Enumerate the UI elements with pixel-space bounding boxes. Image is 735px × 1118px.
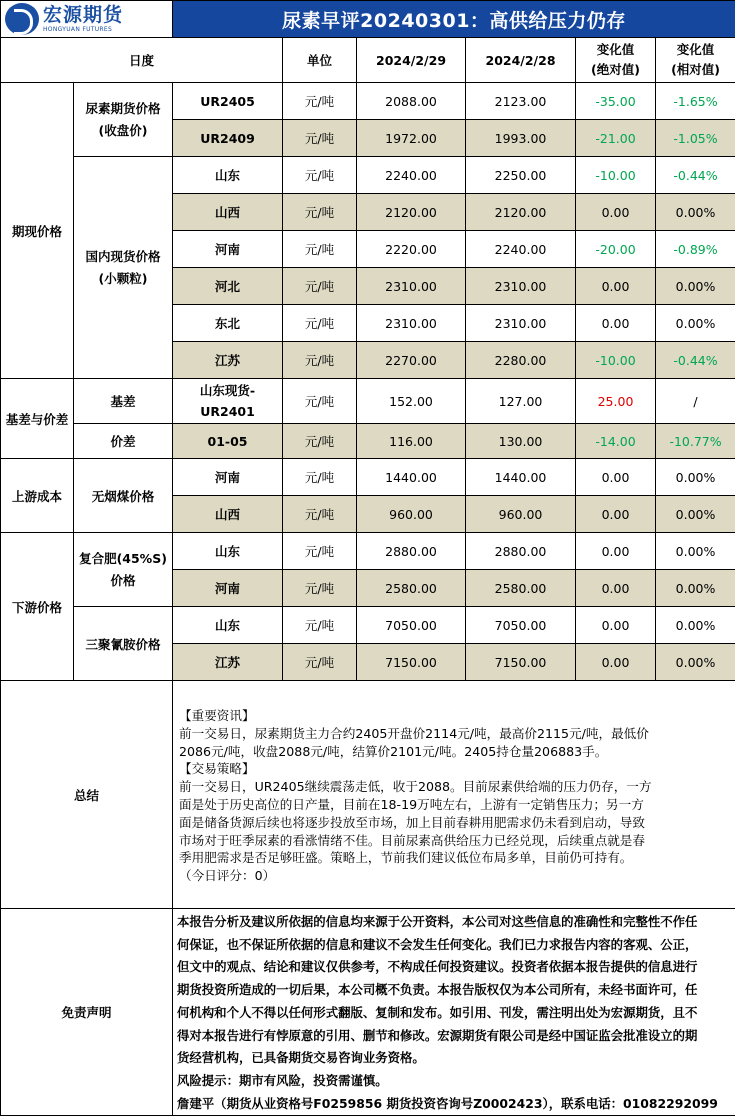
row-rel: -1.05% bbox=[656, 120, 735, 157]
row-item: 东北 bbox=[173, 305, 283, 342]
row-abs: 0.00 bbox=[576, 268, 656, 305]
row-rel: 0.00% bbox=[656, 644, 735, 681]
row-unit: 元/吨 bbox=[283, 268, 357, 305]
summary-line: 2086元/吨，收盘2088元/吨，结算价2101元/吨。2405持仓量206883手。 bbox=[179, 743, 608, 759]
row-v1: 2120.00 bbox=[357, 194, 466, 231]
summary-label: 总结 bbox=[1, 681, 173, 909]
subgroup-spread: 价差 bbox=[74, 424, 173, 459]
disclaimer-row bbox=[1, 909, 735, 1116]
row-rel: 0.00% bbox=[656, 496, 735, 533]
disclaimer-line: 何机构和个人不得以任何形式翻版、复制和发布。如引用、刊发，需注明出处为宏源期货，且不 bbox=[177, 1004, 698, 1020]
row-v1: 152.00 bbox=[357, 379, 466, 424]
disclaimer-line: 但文中的观点、结论和建议仅供参考，不构成任何投资建议。投资者依据本报告提供的信息进行 bbox=[177, 959, 698, 975]
table-row bbox=[1, 83, 735, 120]
subgroup-futures: 尿素期货价格 (收盘价) bbox=[74, 83, 173, 157]
row-item: 河南 bbox=[173, 570, 283, 607]
summary-line: 市场对于旺季尿素的看涨情绪不佳。目前尿素高供给压力已经兑现，后续重点就是春 bbox=[179, 832, 645, 848]
row-abs: 0.00 bbox=[576, 533, 656, 570]
summary-line: 面是储备货源后续也将逐步投放至市场，加上目前春耕用肥需求仍未看到启动，导致 bbox=[179, 814, 645, 830]
summary-line: 季用肥需求是否足够旺盛。策略上，节前我们建议低位布局多单，目前仍可持有。 bbox=[179, 850, 633, 866]
header-change-rel: 变化值 (相对值) bbox=[656, 38, 735, 83]
row-unit: 元/吨 bbox=[283, 424, 357, 459]
group-downstream: 下游价格 bbox=[1, 533, 74, 681]
summary-line: 【重要资讯】 bbox=[179, 708, 255, 723]
row-v1: 2220.00 bbox=[357, 231, 466, 268]
brand-name: 宏源期货 bbox=[43, 3, 124, 26]
row-v1: 1440.00 bbox=[357, 459, 466, 496]
row-rel: -1.65% bbox=[656, 83, 735, 120]
subgroup-melamine: 三聚氰胺价格 bbox=[74, 607, 173, 681]
row-abs: -10.00 bbox=[576, 157, 656, 194]
row-v2: 2880.00 bbox=[466, 533, 576, 570]
disclaimer-line: 本报告分析及建议所依据的信息均来源于公开资料，本公司对这些信息的准确性和完整性不作任 bbox=[177, 914, 698, 929]
row-v1: 2310.00 bbox=[357, 305, 466, 342]
row-unit: 元/吨 bbox=[283, 644, 357, 681]
row-v1: 1972.00 bbox=[357, 120, 466, 157]
table-row bbox=[1, 424, 735, 459]
row-unit: 元/吨 bbox=[283, 459, 357, 496]
summary-row bbox=[1, 681, 735, 909]
row-abs: 0.00 bbox=[576, 305, 656, 342]
row-item: UR2409 bbox=[173, 120, 283, 157]
report-title: 尿素早评20240301：高供给压力仍存 bbox=[173, 1, 735, 38]
row-item: 山西 bbox=[173, 194, 283, 231]
group-basis-spread: 基差与价差 bbox=[1, 379, 74, 459]
row-rel: 0.00% bbox=[656, 194, 735, 231]
row-v1: 2240.00 bbox=[357, 157, 466, 194]
hongyuan-logo-icon bbox=[5, 3, 39, 35]
row-rel: -0.89% bbox=[656, 231, 735, 268]
row-v1: 7050.00 bbox=[357, 607, 466, 644]
row-v2: 2250.00 bbox=[466, 157, 576, 194]
row-abs: 0.00 bbox=[576, 194, 656, 231]
header-unit: 单位 bbox=[283, 38, 357, 83]
risk-warning: 风险提示：期市有风险，投资需谨慎。 bbox=[177, 1072, 388, 1088]
row-item: 山东 bbox=[173, 533, 283, 570]
table-row bbox=[1, 459, 735, 496]
row-rel: 0.00% bbox=[656, 570, 735, 607]
row-v2: 2240.00 bbox=[466, 231, 576, 268]
row-v2: 2580.00 bbox=[466, 570, 576, 607]
row-unit: 元/吨 bbox=[283, 120, 357, 157]
disclaimer-line: 得对本报告进行有悖原意的引用、删节和修改。宏源期货有限公司是经中国证监会批准设立的期 bbox=[177, 1027, 698, 1043]
row-v2: 2310.00 bbox=[466, 268, 576, 305]
row-abs: -10.00 bbox=[576, 342, 656, 379]
header-date: 日度 bbox=[1, 38, 283, 83]
row-v1: 2580.00 bbox=[357, 570, 466, 607]
row-item: 01-05 bbox=[173, 424, 283, 459]
row-v2: 127.00 bbox=[466, 379, 576, 424]
header-date-2: 2024/2/28 bbox=[466, 38, 576, 83]
row-abs: -21.00 bbox=[576, 120, 656, 157]
row-v1: 2270.00 bbox=[357, 342, 466, 379]
row-abs: 0.00 bbox=[576, 570, 656, 607]
row-v2: 2310.00 bbox=[466, 305, 576, 342]
row-rel: 0.00% bbox=[656, 533, 735, 570]
subgroup-coal: 无烟煤价格 bbox=[74, 459, 173, 533]
row-v2: 7050.00 bbox=[466, 607, 576, 644]
row-v2: 1993.00 bbox=[466, 120, 576, 157]
row-abs: 0.00 bbox=[576, 459, 656, 496]
brand-name-en: HONGYUAN FUTURES bbox=[43, 25, 113, 33]
row-abs: -20.00 bbox=[576, 231, 656, 268]
row-v2: 960.00 bbox=[466, 496, 576, 533]
summary-line: （今日评分：0） bbox=[179, 868, 276, 884]
row-item: 山西 bbox=[173, 496, 283, 533]
disclaimer-text bbox=[173, 909, 735, 1116]
row-unit: 元/吨 bbox=[283, 83, 357, 120]
row-v1: 116.00 bbox=[357, 424, 466, 459]
row-abs: -14.00 bbox=[576, 424, 656, 459]
row-unit: 元/吨 bbox=[283, 607, 357, 644]
subgroup-spot: 国内现货价格 (小颗粒) bbox=[74, 157, 173, 379]
summary-line: 【交易策略】 bbox=[179, 761, 255, 777]
disclaimer-line: 货经营机构，已具备期货交易咨询业务资格。 bbox=[177, 1050, 425, 1066]
row-unit: 元/吨 bbox=[283, 379, 357, 424]
summary-line: 面是处于历史高位的日产量，目前在18-19万吨左右，上游有一定销售压力；另一方 bbox=[179, 796, 644, 812]
summary-line: 前一交易日，尿素期货主力合约2405开盘价2114元/吨，最高价2115元/吨，最低价 bbox=[179, 725, 649, 741]
disclaimer-label: 免责声明 bbox=[1, 909, 173, 1116]
row-item: 河北 bbox=[173, 268, 283, 305]
row-v1: 960.00 bbox=[357, 496, 466, 533]
row-item: 山东 bbox=[173, 607, 283, 644]
row-item: 河南 bbox=[173, 459, 283, 496]
row-v1: 7150.00 bbox=[357, 644, 466, 681]
row-v1: 2088.00 bbox=[357, 83, 466, 120]
summary-line: 前一交易日，UR2405继续震荡走低，收于2088。目前尿素供给端的压力仍存，一方 bbox=[179, 779, 652, 795]
row-unit: 元/吨 bbox=[283, 231, 357, 268]
row-v2: 2123.00 bbox=[466, 83, 576, 120]
subgroup-fertilizer: 复合肥(45%S) 价格 bbox=[74, 533, 173, 607]
row-v2: 130.00 bbox=[466, 424, 576, 459]
logo-cell bbox=[1, 1, 173, 38]
row-v1: 2310.00 bbox=[357, 268, 466, 305]
row-item: UR2405 bbox=[173, 83, 283, 120]
row-item: 山东 bbox=[173, 157, 283, 194]
disclaimer-line: 期货投资所造成的一切后果，本公司概不负责。本报告版权仅为本公司所有，未经书面许可，任 bbox=[177, 982, 698, 998]
row-rel: 0.00% bbox=[656, 459, 735, 496]
row-item: 河南 bbox=[173, 231, 283, 268]
row-rel: 0.00% bbox=[656, 268, 735, 305]
row-v2: 2120.00 bbox=[466, 194, 576, 231]
row-abs: 0.00 bbox=[576, 496, 656, 533]
row-unit: 元/吨 bbox=[283, 157, 357, 194]
row-abs: 25.00 bbox=[576, 379, 656, 424]
group-upstream: 上游成本 bbox=[1, 459, 74, 533]
row-rel: -0.44% bbox=[656, 342, 735, 379]
row-abs: -35.00 bbox=[576, 83, 656, 120]
row-rel: 0.00% bbox=[656, 305, 735, 342]
row-item: 江苏 bbox=[173, 342, 283, 379]
row-abs: 0.00 bbox=[576, 644, 656, 681]
header-change-abs: 变化值 (绝对值) bbox=[576, 38, 656, 83]
summary-text bbox=[173, 681, 735, 909]
table-row bbox=[1, 533, 735, 570]
row-v2: 7150.00 bbox=[466, 644, 576, 681]
row-unit: 元/吨 bbox=[283, 533, 357, 570]
row-v2: 1440.00 bbox=[466, 459, 576, 496]
analyst-contact: 詹建平（期货从业资格号F0259856 期货投资咨询号Z0002423），联系电话：01082292099 bbox=[177, 1095, 718, 1111]
row-item: 江苏 bbox=[173, 644, 283, 681]
brand-logo bbox=[1, 1, 172, 37]
table-row bbox=[1, 607, 735, 644]
table-row bbox=[1, 157, 735, 194]
group-spot-futures: 期现价格 bbox=[1, 83, 74, 379]
row-rel: / bbox=[656, 379, 735, 424]
row-unit: 元/吨 bbox=[283, 496, 357, 533]
table-row bbox=[1, 379, 735, 424]
row-v1: 2880.00 bbox=[357, 533, 466, 570]
row-rel: 0.00% bbox=[656, 607, 735, 644]
row-rel: -0.44% bbox=[656, 157, 735, 194]
row-item: 山东现货- UR2401 bbox=[173, 379, 283, 424]
row-unit: 元/吨 bbox=[283, 570, 357, 607]
row-unit: 元/吨 bbox=[283, 194, 357, 231]
row-v2: 2280.00 bbox=[466, 342, 576, 379]
row-rel: -10.77% bbox=[656, 424, 735, 459]
header-date-1: 2024/2/29 bbox=[357, 38, 466, 83]
row-abs: 0.00 bbox=[576, 607, 656, 644]
row-unit: 元/吨 bbox=[283, 342, 357, 379]
row-unit: 元/吨 bbox=[283, 305, 357, 342]
disclaimer-line: 何保证，也不保证所依据的信息和建议不会发生任何变化。我们已力求报告内容的客观、公正， bbox=[177, 936, 698, 952]
subgroup-basis: 基差 bbox=[74, 379, 173, 424]
